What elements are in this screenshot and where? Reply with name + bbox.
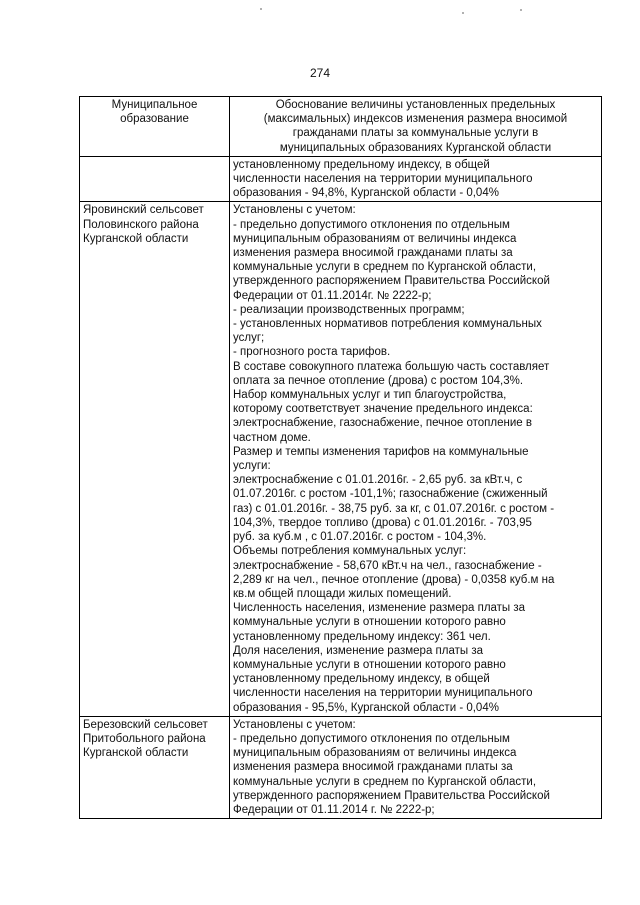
municipality-cell <box>80 202 230 716</box>
text-line: изменения размера вносимой гражданами платы за <box>233 247 513 260</box>
text-line: - прогнозного роста тарифов. <box>233 346 391 359</box>
text-line: электроснабжение, газоснабжение, печное отопление в <box>233 417 532 430</box>
text-line: которому соответствует значение предельного индекса: <box>233 403 533 416</box>
text-line: образования - 94,8%, Курганской области - 0,04% <box>233 187 499 200</box>
scan-speck <box>260 8 262 10</box>
text-line: услуги: <box>233 460 271 473</box>
table-header-row <box>80 97 602 157</box>
text-line: Половинского района <box>83 218 199 231</box>
text-line: Набор коммунальных услуг и тип благоустройства, <box>233 389 507 402</box>
text-line: В составе совокупного платежа большую часть составляет <box>233 360 550 373</box>
text-line: Федерации от 01.11.2014г. № 2222-р; <box>233 289 432 302</box>
text-line: коммунальные услуги в отношении которого равно <box>233 658 506 671</box>
justification-cell <box>230 716 602 818</box>
text-line: Курганской области <box>83 232 189 245</box>
text-line: электроснабжение - 58,670 кВт.ч на чел., газоснабжение - <box>233 559 542 572</box>
text-line: - установленных нормативов потребления коммунальных <box>233 318 542 331</box>
text-line: Притобольного района <box>83 732 206 745</box>
scan-speck <box>520 9 522 11</box>
text-line: образования - 95,5%, Курганской области - 0,04% <box>233 701 499 714</box>
text-line: Численность населения, изменение размера платы за <box>233 602 526 615</box>
text-line: изменения размера вносимой гражданами платы за <box>233 761 513 774</box>
text-line: услуг; <box>233 332 265 345</box>
text-line: Обоснование величины установленных предельных <box>275 99 556 111</box>
text-line: утвержденного распоряжением Правительства Российской <box>233 275 550 288</box>
text-line: Березовский сельсовет <box>83 718 208 731</box>
text-line: частном доме. <box>233 431 311 444</box>
text-line: коммунальные услуги в среднем по Курганской области, <box>233 775 537 788</box>
text-line: установленному предельному индексу, в общей <box>233 158 490 171</box>
header-municipality <box>80 97 230 157</box>
text-line: численности населения на территории муниципального <box>233 173 533 186</box>
table-row <box>80 202 602 716</box>
text-line: - реализации производственных программ; <box>233 303 465 316</box>
justification-table <box>79 96 602 819</box>
text-line: Муниципальное <box>111 99 198 111</box>
table-row <box>80 716 602 818</box>
justification-cell <box>230 156 602 202</box>
text-line: коммунальные услуги в отношении которого равно <box>233 616 506 629</box>
text-line: оплата за печное отопление (дрова) с ростом 104,3%. <box>233 374 524 387</box>
text-line: Установлены с учетом: <box>233 718 356 731</box>
text-line: Федерации от 01.11.2014 г. № 2222-р; <box>233 803 435 816</box>
text-line: Установлены с учетом: <box>233 204 356 217</box>
text-line: Доля населения, изменение размера платы за <box>233 644 484 657</box>
page-number: 274 <box>309 66 331 80</box>
municipality-cell <box>80 716 230 818</box>
text-line: муниципальным образованиям от величины индекса <box>233 232 517 245</box>
table-row <box>80 156 602 202</box>
text-line: Курганской области <box>83 747 189 760</box>
text-line: руб. за куб.м , с 01.07.2016г. с ростом - 104,3%. <box>233 531 487 544</box>
text-line: газ) с 01.01.2016г. - 38,75 руб. за кг, с 01.07.2016г. с ростом - <box>233 502 555 515</box>
justification-cell <box>230 202 602 716</box>
municipality-cell <box>80 156 230 202</box>
text-line: - предельно допустимого отклонения по отдельным <box>233 218 510 231</box>
text-line: кв.м общей площади жилых помещений. <box>233 587 452 600</box>
text-line: муниципальным образованиям от величины индекса <box>233 747 517 760</box>
text-line: установленному предельному индексу, в общей <box>233 673 490 686</box>
text-line: коммунальные услуги в среднем по Курганской области, <box>233 261 537 274</box>
header-justification <box>230 97 602 157</box>
text-line: 104,3%, твердое топливо (дрова) с 01.01.2016г. - 703,95 <box>233 516 532 529</box>
text-line: муниципальных образованиях Курганской области <box>279 141 552 154</box>
text-line: 01.07.2016г. с ростом -101,1%; газоснабжение (сжиженный <box>233 488 548 501</box>
text-line: электроснабжение с 01.01.2016г. - 2,65 руб. за кВт.ч, с <box>233 474 523 487</box>
text-line: установленному предельному индексу: 361 чел. <box>233 630 491 643</box>
text-line: утвержденного распоряжением Правительства Российской <box>233 789 550 802</box>
text-line: численности населения на территории муниципального <box>233 687 533 700</box>
text-line: 2,289 кг на чел., печное отопление (дрова) - 0,0358 куб.м на <box>233 573 555 586</box>
text-line: (максимальных) индексов изменения размера вносимой <box>263 113 568 126</box>
text-line: образование <box>120 113 189 126</box>
text-line: Объемы потребления коммунальных услуг: <box>233 545 467 558</box>
text-line: - предельно допустимого отклонения по отдельным <box>233 732 510 745</box>
text-line: Размер и темпы изменения тарифов на коммунальные <box>233 445 529 458</box>
text-line: Яровинский сельсовет <box>83 204 204 217</box>
text-line: гражданами платы за коммунальные услуги в <box>292 127 539 140</box>
scan-speck <box>462 12 464 14</box>
